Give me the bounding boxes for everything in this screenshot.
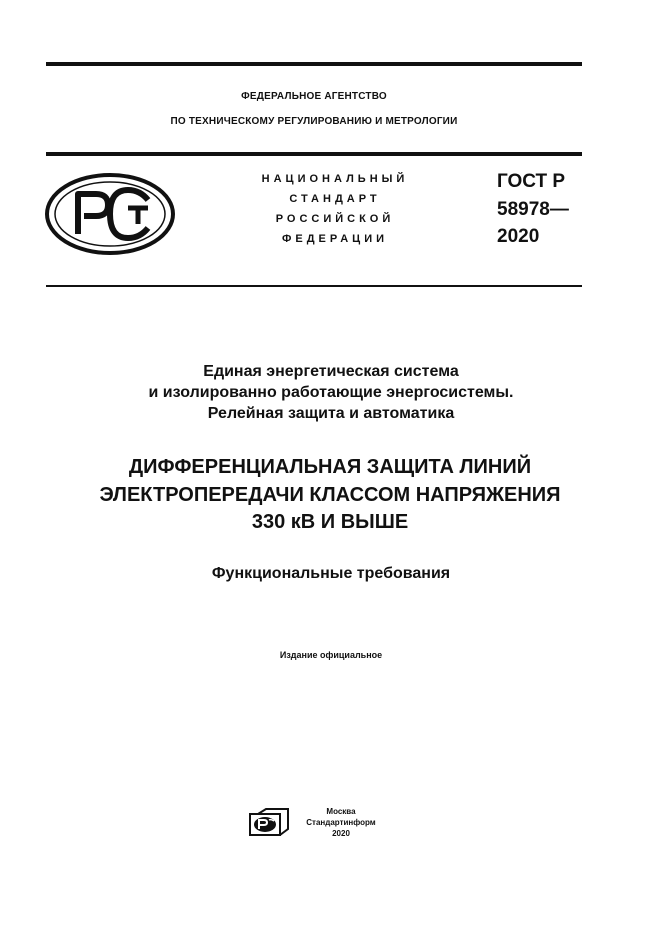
standard-designation-line-2: 58978— [497, 199, 569, 220]
subtitle-line-3: Релейная защита и автоматика [207, 405, 455, 422]
document-title-line-1: ДИФФЕРЕНЦИАЛЬНАЯ ЗАЩИТА ЛИНИЙ [128, 456, 532, 478]
national-standard-line-4: ФЕДЕРАЦИИ [281, 233, 389, 245]
publisher-city: Москва [326, 807, 356, 816]
national-standard-line-1: НАЦИОНАЛЬНЫЙ [261, 173, 409, 185]
document-title-line-3: 330 кВ И ВЫШЕ [251, 511, 409, 533]
national-standard-line-3: РОССИЙСКОЙ [275, 213, 395, 225]
publication-year: 2020 [332, 829, 350, 838]
subtitle-line-1: Единая энергетическая система [203, 363, 459, 380]
agency-name-line-1: ФЕДЕРАЛЬНОЕ АГЕНТСТВО [241, 91, 387, 102]
standard-designation-line-1: ГОСТ Р [497, 171, 566, 192]
standartinform-logo-icon [249, 808, 289, 836]
document-title-line-2: ЭЛЕКТРОПЕРЕДАЧИ КЛАССОМ НАПРЯЖЕНИЯ [99, 484, 561, 506]
rst-emblem-icon [44, 172, 176, 256]
bottom-divider [46, 285, 582, 287]
standard-designation-line-3: 2020 [497, 226, 540, 247]
publisher-name: Стандартинформ [306, 818, 376, 827]
middle-divider [46, 152, 582, 156]
part-title: Функциональные требования [211, 565, 451, 582]
edition-note: Издание официальное [279, 650, 383, 660]
top-divider [46, 62, 582, 66]
subtitle-line-2: и изолированно работающие энергосистемы. [148, 384, 514, 401]
agency-name-line-2: ПО ТЕХНИЧЕСКОМУ РЕГУЛИРОВАНИЮ И МЕТРОЛОГИИ [170, 116, 458, 127]
national-standard-line-2: СТАНДАРТ [289, 193, 381, 205]
